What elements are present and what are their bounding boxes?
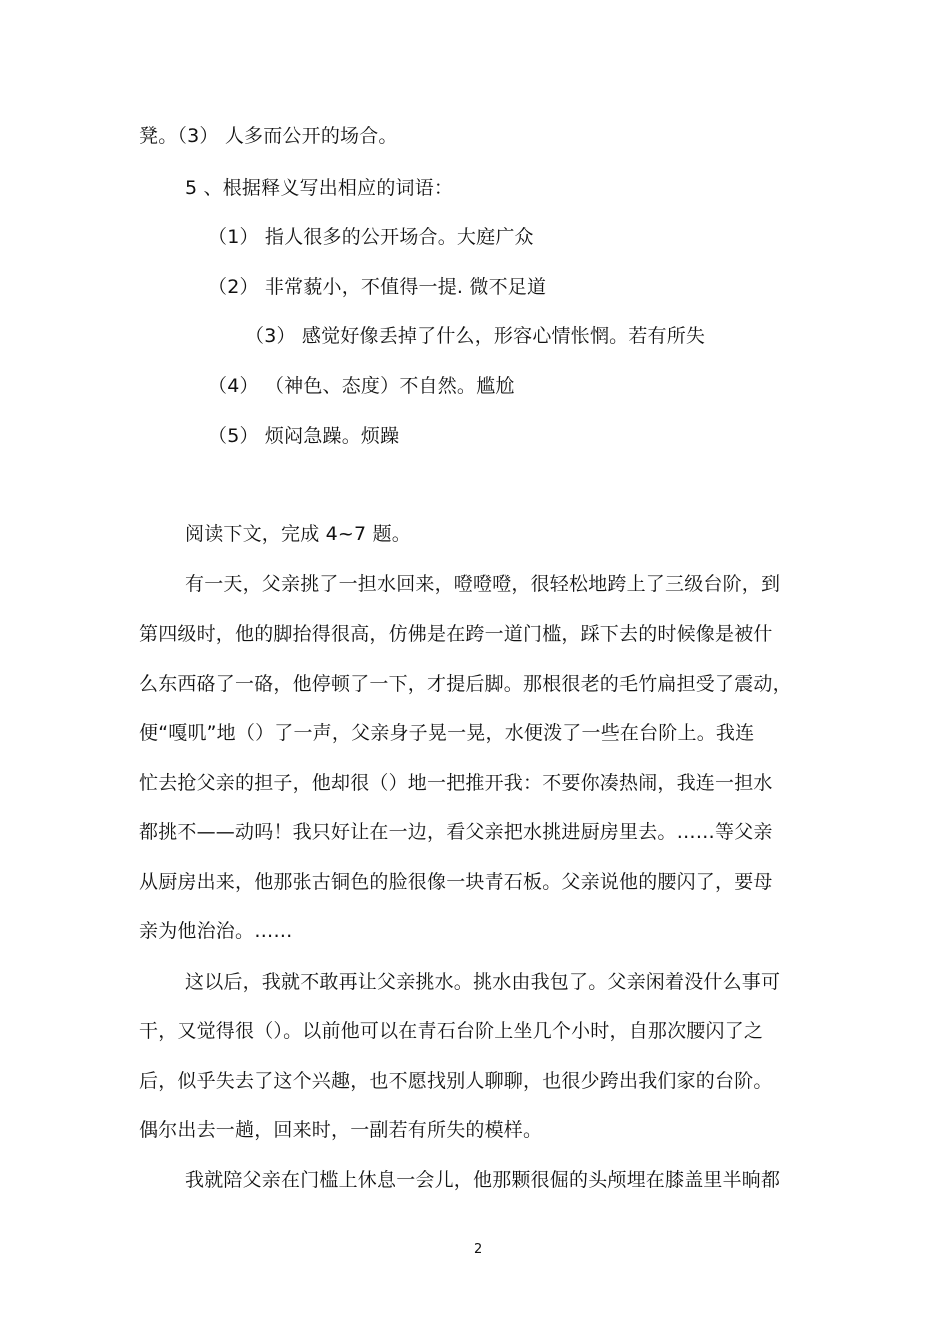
question5-item-2: （2） 非常藐小，不值得一提. 微不足道 xyxy=(208,276,547,298)
paragraph1-line-1: 有一天，父亲挑了一担水回来，噔噔噔，很轻松地跨上了三级台阶，到 xyxy=(185,573,781,595)
question5-item-4: （4） （神色、态度）不自然。尴尬 xyxy=(208,375,515,397)
paragraph1-line-5: 忙去抢父亲的担子，他却很（）地一把推开我：不要你凑热闹，我连一担水 xyxy=(139,772,773,794)
top-fragment: 凳。（3） 人多而公开的场合。 xyxy=(139,125,398,147)
question5-item-5: （5） 烦闷急躁。烦躁 xyxy=(208,425,400,447)
paragraph1-line-7: 从厨房出来，他那张古铜色的脸很像一块青石板。父亲说他的腰闪了，要母 xyxy=(139,871,773,893)
paragraph1-line-4: 便“嘎叽”地（）了一声，父亲身子晃一晃，水便泼了一些在台阶上。我连 xyxy=(139,722,755,744)
paragraph2-line-2: 干，又觉得很（）。以前他可以在青石台阶上坐几个小时，自那次腰闪了之 xyxy=(139,1020,764,1042)
question5-item-1: （1） 指人很多的公开场合。大庭广众 xyxy=(208,226,534,248)
paragraph2-line-4: 偶尔出去一趟，回来时，一副若有所失的模样。 xyxy=(139,1119,543,1141)
question5-heading: 5 、根据释义写出相应的词语： xyxy=(185,177,454,199)
paragraph1-line-6: 都挑不——动吗！我只好让在一边，看父亲把水挑进厨房里去。……等父亲 xyxy=(139,821,773,843)
paragraph2-line-3: 后，似乎失去了这个兴趣，也不愿找别人聊聊，也很少跨出我们家的台阶。 xyxy=(139,1070,773,1092)
reading-instruction: 阅读下文，完成 4~7 题。 xyxy=(185,523,411,545)
page-number: 2 xyxy=(474,1242,483,1257)
paragraph1-line-2: 第四级时，他的脚抬得很高，仿佛是在跨一道门槛，踩下去的时候像是被什 xyxy=(139,623,773,645)
paragraph3-line-1: 我就陪父亲在门槛上休息一会儿，他那颗很倔的头颅埋在膝盖里半晌都 xyxy=(185,1169,781,1191)
question5-item-3: （3） 感觉好像丢掉了什么，形容心情怅惘。若有所失 xyxy=(245,325,706,347)
paragraph2-line-1: 这以后，我就不敢再让父亲挑水。挑水由我包了。父亲闲着没什么事可 xyxy=(185,971,781,993)
paragraph1-line-3: 么东西硌了一硌，他停顿了一下，才提后脚。那根很老的毛竹扁担受了震动， xyxy=(139,673,792,695)
paragraph1-line-8: 亲为他治治。…… xyxy=(139,920,293,942)
